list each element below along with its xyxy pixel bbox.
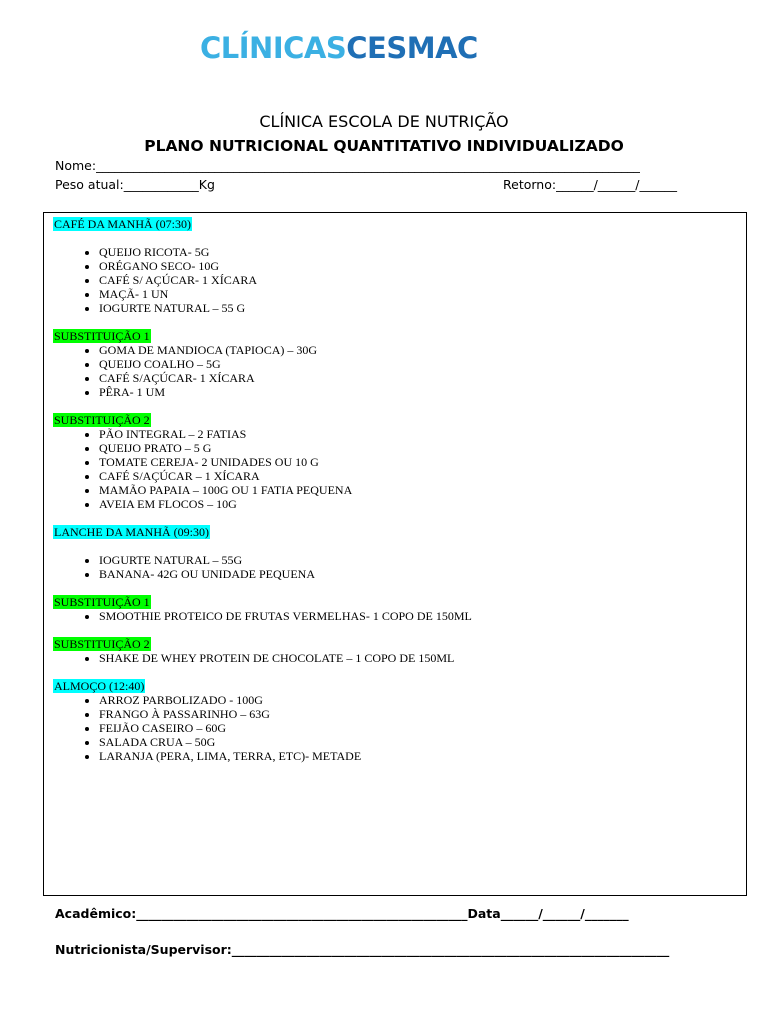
- academico-signature-line: Acadêmico:_____________________________________________________Data______/______/_______: [55, 906, 629, 921]
- meal-list-almoco: [53, 693, 746, 763]
- peso-field: Peso atual:____________Kg: [55, 177, 215, 192]
- substitution-list: [53, 427, 746, 511]
- list-item: • BANANA- 42G OU UNIDADE PEQUENA: [99, 567, 746, 581]
- list-item: • QUEIJO PRATO – 5 G: [99, 441, 746, 455]
- list-item: • FRANGO À PASSARINHO – 63G: [99, 707, 746, 721]
- list-item: • TOMATE CEREJA- 2 UNIDADES OU 10 G: [99, 455, 746, 469]
- list-item: • CAFÉ S/AÇÚCAR- 1 XÍCARA: [99, 371, 746, 385]
- meal-title-lanche-text: LANCHE DA MANHÃ (09:30): [54, 525, 209, 539]
- meal-title-lanche: [53, 525, 746, 539]
- meal-title-almoco-text: ALMOÇO (12:40): [54, 679, 145, 693]
- retorno-field: Retorno:______/______/______: [503, 177, 677, 192]
- substitution-title-text: SUBSTITUIÇÃO 2: [54, 413, 150, 427]
- document-title: CLÍNICA ESCOLA DE NUTRIÇÃO: [259, 112, 509, 131]
- list-item: • QUEIJO RICOTA- 5G: [99, 245, 746, 259]
- substitution-list: [53, 651, 746, 665]
- list-item: • CAFÉ S/ AÇÚCAR- 1 XÍCARA: [99, 273, 746, 287]
- list-item: • IOGURTE NATURAL – 55 G: [99, 301, 746, 315]
- list-item: • ORÉGANO SECO- 10G: [99, 259, 746, 273]
- meal-list-lanche: [53, 553, 746, 581]
- substitution-title-text: SUBSTITUIÇÃO 2: [54, 637, 150, 651]
- meal-title-cafe: [53, 217, 746, 231]
- substitution-title: [53, 413, 746, 427]
- list-item: • FEIJÃO CASEIRO – 60G: [99, 721, 746, 735]
- document-subtitle: PLANO NUTRICIONAL QUANTITATIVO INDIVIDUALIZADO: [144, 137, 624, 155]
- nutricionista-signature-line: Nutricionista/Supervisor:______________________________________________________________________: [55, 942, 670, 957]
- list-item: • AVEIA EM FLOCOS – 10G: [99, 497, 746, 511]
- list-item: • SALADA CRUA – 50G: [99, 735, 746, 749]
- list-item: • CAFÉ S/AÇÚCAR – 1 XÍCARA: [99, 469, 746, 483]
- list-item: • GOMA DE MANDIOCA (TAPIOCA) – 30G: [99, 343, 746, 357]
- list-item: • IOGURTE NATURAL – 55G: [99, 553, 746, 567]
- list-item: • MAÇÃ- 1 UN: [99, 287, 746, 301]
- substitution-list: [53, 609, 746, 623]
- logo-part2: CESMAC: [346, 31, 478, 65]
- list-item: • PÊRA- 1 UM: [99, 385, 746, 399]
- meal-plan-box: [43, 212, 747, 896]
- nome-field: Nome:_______________________________________________________________________________________: [55, 158, 640, 173]
- meal-title-almoco: [53, 679, 746, 693]
- substitution-list: [53, 343, 746, 399]
- list-item: • QUEIJO COALHO – 5G: [99, 357, 746, 371]
- meal-title-cafe-text: CAFÉ DA MANHÃ (07:30): [54, 217, 192, 231]
- substitution-title: [53, 329, 746, 343]
- list-item: • PÃO INTEGRAL – 2 FATIAS: [99, 427, 746, 441]
- logo-part1: CLÍNICAS: [200, 31, 347, 65]
- substitution-title: [53, 595, 746, 609]
- substitution-title-text: SUBSTITUIÇÃO 1: [54, 329, 150, 343]
- list-item: • SHAKE DE WHEY PROTEIN DE CHOCOLATE – 1 COPO DE 150ML: [99, 651, 746, 665]
- substitution-title-text: SUBSTITUIÇÃO 1: [54, 595, 150, 609]
- substitution-title: [53, 637, 746, 651]
- list-item: • LARANJA (PERA, LIMA, TERRA, ETC)- METADE: [99, 749, 746, 763]
- meal-list-cafe: [53, 245, 746, 315]
- list-item: • ARROZ PARBOLIZADO - 100G: [99, 693, 746, 707]
- list-item: • MAMÃO PAPAIA – 100G OU 1 FATIA PEQUENA: [99, 483, 746, 497]
- list-item: • SMOOTHIE PROTEICO DE FRUTAS VERMELHAS- 1 COPO DE 150ML: [99, 609, 746, 623]
- clinicas-cesmac-logo: [200, 28, 478, 68]
